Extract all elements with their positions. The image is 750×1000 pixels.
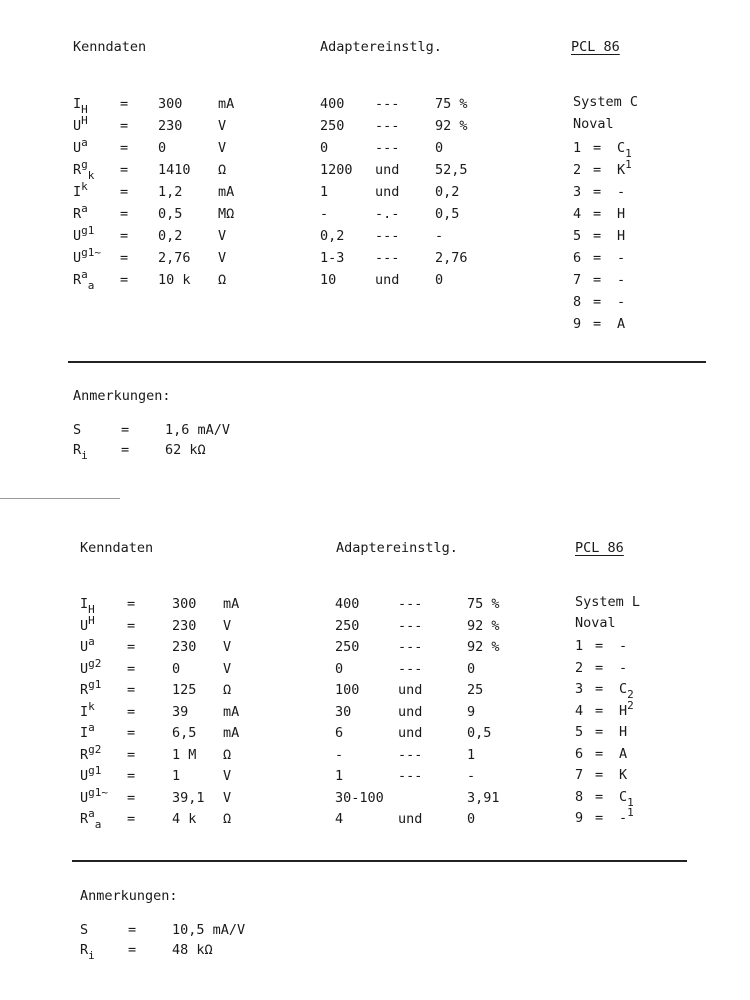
symbol-base: R: [80, 682, 89, 698]
symbol-subscript: H: [88, 603, 95, 616]
rating-value: 230: [172, 639, 197, 655]
rating-unit: V: [218, 250, 227, 266]
symbol: [619, 638, 627, 654]
symbol-base: H: [619, 702, 628, 719]
symbol-base: A: [619, 745, 628, 762]
symbol-subscript: 2: [627, 688, 634, 701]
symbol-base: R: [73, 162, 82, 178]
adapter-setting: 0,2: [320, 228, 345, 244]
symbol: [619, 746, 627, 762]
symbol-superscript: H: [81, 114, 88, 127]
symbol: [80, 807, 102, 831]
equals-sign: =: [593, 228, 602, 244]
rating-unit: V: [218, 140, 227, 156]
rating-value: 0: [158, 140, 167, 156]
equals-sign: =: [595, 659, 604, 676]
rating-value: 2,76: [158, 250, 191, 266]
symbol-base: A: [617, 316, 626, 332]
symbol-base: I: [73, 96, 82, 112]
adapter-setting: 400: [320, 96, 345, 112]
equals-sign: =: [595, 767, 604, 783]
adapter-connector: ---: [398, 768, 423, 784]
adapter-value: 0,5: [435, 206, 460, 222]
adapter-connector: ---: [375, 140, 400, 156]
rating-unit: mA: [218, 184, 235, 200]
symbol: [617, 206, 625, 222]
adapter-value: 0: [435, 140, 444, 156]
rating-unit: V: [223, 660, 232, 677]
adapter-connector: ---: [375, 118, 400, 134]
equals-sign: =: [127, 811, 136, 827]
pin-number: 1: [573, 140, 582, 156]
adapter-connector: und: [375, 162, 400, 178]
equals-sign: =: [120, 206, 129, 222]
adapter-setting: 0: [320, 140, 329, 156]
rating-unit: mA: [223, 725, 240, 741]
symbol-base: -: [619, 810, 628, 826]
note-value: 1,6 mA/V: [165, 422, 231, 438]
symbol: [619, 698, 634, 719]
symbol: [80, 742, 102, 763]
equals-sign: =: [120, 96, 129, 112]
symbol: [73, 422, 81, 438]
symbol-base: R: [80, 811, 89, 827]
rating-value: 4 k: [172, 811, 197, 827]
symbol-superscript: g1: [88, 678, 102, 691]
symbol: [80, 942, 95, 962]
rating-unit: V: [218, 228, 227, 244]
equals-sign: =: [120, 140, 129, 156]
symbol: [73, 114, 88, 134]
rating-unit: Ω: [223, 811, 232, 827]
adapter-value: 75 %: [467, 596, 500, 612]
symbol-base: I: [80, 725, 89, 741]
symbol: [73, 224, 95, 244]
adapter-value: 0,2: [435, 184, 460, 200]
adapter-setting: 10: [320, 272, 337, 288]
pin-number: 9: [575, 810, 584, 826]
pin-number: 3: [573, 184, 582, 200]
adapter-setting: -: [335, 746, 344, 763]
symbol: [80, 613, 95, 634]
symbol-base: R: [80, 746, 89, 763]
equals-sign: =: [127, 617, 136, 634]
symbol-base: S: [80, 922, 89, 938]
section-divider: [72, 860, 687, 862]
adapter-connector: und: [398, 682, 423, 698]
adapter-value: 92 %: [467, 639, 500, 655]
pin-number: 2: [575, 659, 584, 676]
equals-sign: =: [595, 788, 604, 805]
rating-unit: V: [223, 639, 232, 655]
symbol-base: R: [73, 442, 82, 458]
adapter-connector: und: [398, 725, 423, 741]
rating-unit: V: [223, 768, 232, 784]
adapter-value: 92 %: [467, 617, 500, 634]
rating-unit: Ω: [223, 746, 232, 763]
symbol-base: U: [80, 660, 89, 677]
symbol: [73, 136, 88, 156]
symbol: [619, 681, 634, 701]
symbol-superscript: a: [81, 136, 88, 149]
symbol: [73, 442, 88, 462]
adapter-value: 3,91: [467, 789, 500, 806]
system-label: System L: [575, 594, 641, 610]
symbol-base: -: [617, 294, 626, 310]
rating-value: 1 M: [172, 746, 197, 763]
tube-type-heading: PCL 86: [575, 540, 624, 556]
section-divider: [68, 361, 706, 363]
adapter-value: 25: [467, 682, 484, 698]
symbol: [73, 246, 102, 266]
equals-sign: =: [121, 422, 130, 438]
equals-sign: =: [593, 250, 602, 266]
pin-number: 7: [573, 272, 582, 288]
symbol-subscript: i: [81, 449, 88, 462]
equals-sign: =: [593, 316, 602, 332]
pin-number: 4: [573, 206, 582, 222]
symbol-superscript: g1~: [81, 246, 102, 259]
pin-number: 1: [575, 638, 584, 654]
symbol-base: I: [73, 184, 82, 200]
pin-number: 8: [573, 294, 582, 310]
symbol-base: R: [73, 206, 82, 222]
equals-sign: =: [128, 942, 137, 958]
symbol-subscript: i: [88, 949, 95, 962]
pin-number: 2: [573, 162, 582, 178]
symbol-superscript: g2: [88, 742, 102, 756]
base-label: Noval: [573, 116, 614, 132]
rating-unit: Ω: [223, 682, 232, 698]
symbol-base: U: [80, 789, 89, 806]
equals-sign: =: [593, 206, 602, 222]
kenndaten-heading: Kenndaten: [73, 39, 147, 55]
equals-sign: =: [595, 810, 604, 826]
rating-unit: Ω: [218, 162, 227, 178]
symbol-superscript: a: [81, 202, 88, 215]
note-value: 62 kΩ: [165, 442, 206, 458]
symbol-superscript: g2: [88, 656, 102, 670]
equals-sign: =: [595, 638, 604, 654]
symbol: [80, 922, 88, 938]
symbol: [80, 721, 95, 741]
adapter-setting: 250: [320, 118, 345, 134]
adapter-connector: und: [375, 184, 400, 200]
symbol-base: H: [617, 206, 626, 222]
adapter-value: 92 %: [435, 118, 468, 134]
symbol-superscript: g1: [81, 224, 95, 237]
adapter-heading: Adaptereinstlg.: [336, 540, 458, 556]
adapter-setting: 250: [335, 617, 360, 634]
equals-sign: =: [127, 725, 136, 741]
pin-number: 6: [573, 250, 582, 266]
symbol: [617, 184, 625, 200]
adapter-connector: ---: [375, 250, 400, 266]
adapter-connector: ---: [398, 639, 423, 655]
kenndaten-heading: Kenndaten: [80, 540, 154, 556]
symbol: [617, 158, 632, 178]
equals-sign: =: [595, 724, 604, 740]
adapter-connector: und: [398, 811, 423, 827]
symbol: [80, 656, 102, 677]
pin-number: 5: [575, 724, 584, 740]
symbol: [617, 228, 625, 244]
symbol: [617, 272, 625, 288]
symbol-base: C: [619, 681, 628, 697]
symbol: [80, 764, 102, 784]
symbol: [619, 724, 627, 740]
adapter-value: 2,76: [435, 250, 468, 266]
symbol: [80, 678, 102, 698]
symbol-base: U: [73, 250, 82, 266]
symbol-subscript: k: [87, 169, 95, 182]
rating-unit: mA: [223, 703, 240, 720]
pin-number: 3: [575, 681, 584, 697]
adapter-connector: ---: [398, 660, 423, 677]
symbol: [617, 140, 632, 160]
equals-sign: =: [127, 789, 136, 806]
notes-title: Anmerkungen:: [80, 888, 178, 904]
adapter-setting: 400: [335, 596, 360, 612]
adapter-connector: ---: [375, 228, 400, 244]
symbol-base: U: [73, 140, 82, 156]
adapter-setting: 30: [335, 703, 352, 720]
symbol-base: C: [617, 140, 626, 156]
adapter-setting: 1200: [320, 162, 353, 178]
symbol-subscript: a: [87, 279, 95, 292]
equals-sign: =: [120, 162, 129, 178]
equals-sign: =: [127, 639, 136, 655]
symbol-subscript: a: [94, 818, 102, 831]
rating-value: 39: [172, 703, 189, 720]
symbol: [73, 180, 88, 200]
adapter-connector: -.-: [375, 206, 400, 222]
rating-value: 230: [172, 617, 197, 634]
symbol: [617, 316, 625, 332]
symbol-base: -: [617, 272, 626, 288]
notes-title: Anmerkungen:: [73, 388, 171, 404]
rating-value: 0,2: [158, 228, 183, 244]
symbol: [73, 202, 88, 222]
symbol-base: -: [619, 659, 628, 676]
equals-sign: =: [595, 745, 604, 762]
adapter-connector: ---: [398, 746, 423, 763]
symbol-base: R: [73, 272, 82, 288]
symbol-superscript: k: [88, 699, 95, 713]
pin-number: 5: [573, 228, 582, 244]
symbol-base: -: [619, 638, 628, 654]
rating-value: 230: [158, 118, 183, 134]
adapter-value: 0: [435, 272, 444, 288]
pin-number: 4: [575, 702, 584, 719]
symbol: [73, 158, 95, 182]
symbol-base: K: [617, 162, 626, 178]
adapter-value: 9: [467, 703, 476, 720]
adapter-setting: 6: [335, 725, 344, 741]
equals-sign: =: [595, 702, 604, 719]
pin-number: 8: [575, 788, 584, 805]
symbol-base: H: [619, 724, 628, 740]
adapter-connector: ---: [398, 617, 423, 634]
symbol: [617, 294, 625, 310]
adapter-setting: 100: [335, 682, 360, 698]
rating-value: 125: [172, 682, 197, 698]
equals-sign: =: [120, 272, 129, 288]
equals-sign: =: [121, 442, 130, 458]
rating-unit: MΩ: [218, 206, 235, 222]
symbol-superscript: 2: [627, 698, 634, 712]
adapter-heading: Adaptereinstlg.: [320, 39, 442, 55]
symbol-superscript: g: [81, 158, 88, 171]
symbol-superscript: k: [81, 180, 88, 193]
equals-sign: =: [593, 140, 602, 156]
adapter-connector: und: [398, 703, 423, 720]
adapter-value: 0,5: [467, 725, 492, 741]
symbol-subscript: 1: [625, 147, 632, 160]
symbol-superscript: a: [88, 635, 95, 648]
note-value: 10,5 mA/V: [172, 922, 246, 938]
symbol-base: -: [617, 250, 626, 266]
equals-sign: =: [128, 922, 137, 938]
rating-value: 6,5: [172, 725, 197, 741]
symbol-base: S: [73, 422, 82, 438]
symbol: [619, 788, 634, 809]
equals-sign: =: [127, 746, 136, 763]
symbol: [80, 785, 109, 806]
adapter-setting: 30-100: [335, 789, 384, 806]
symbol-superscript: a: [88, 721, 95, 734]
symbol-base: U: [80, 617, 89, 634]
tube-type-heading: PCL 86: [571, 39, 620, 55]
base-label: Noval: [575, 615, 616, 631]
equals-sign: =: [127, 596, 136, 612]
symbol-superscript: H: [88, 613, 95, 627]
symbol-superscript: 1: [627, 806, 634, 819]
rating-value: 0,5: [158, 206, 183, 222]
symbol-superscript: 1: [625, 158, 632, 171]
rating-unit: V: [223, 617, 232, 634]
symbol-subscript: H: [81, 103, 88, 116]
symbol-base: -: [617, 184, 626, 200]
symbol-base: R: [80, 942, 89, 958]
page-separator: [0, 498, 120, 499]
symbol-subscript: 1: [627, 795, 634, 809]
rating-unit: V: [218, 118, 227, 134]
rating-unit: Ω: [218, 272, 227, 288]
equals-sign: =: [593, 272, 602, 288]
system-label: System C: [573, 94, 639, 110]
adapter-value: -: [467, 768, 476, 784]
equals-sign: =: [127, 682, 136, 698]
adapter-setting: 1: [335, 768, 344, 784]
symbol-base: K: [619, 767, 628, 783]
symbol-base: H: [617, 228, 626, 244]
adapter-connector: und: [375, 272, 400, 288]
symbol-base: U: [73, 228, 82, 244]
symbol: [617, 250, 625, 266]
adapter-value: 0: [467, 660, 476, 677]
adapter-value: -: [435, 228, 444, 244]
rating-value: 1410: [158, 162, 191, 178]
adapter-value: 0: [467, 811, 476, 827]
symbol: [619, 767, 627, 783]
symbol-base: C: [619, 788, 628, 805]
symbol-superscript: a: [88, 807, 95, 820]
rating-value: 1,2: [158, 184, 183, 200]
adapter-setting: 0: [335, 660, 344, 677]
adapter-value: 75 %: [435, 96, 468, 112]
symbol-superscript: g1~: [88, 785, 109, 799]
equals-sign: =: [595, 681, 604, 697]
equals-sign: =: [593, 294, 602, 310]
equals-sign: =: [127, 768, 136, 784]
pin-number: 7: [575, 767, 584, 783]
equals-sign: =: [120, 250, 129, 266]
equals-sign: =: [127, 703, 136, 720]
symbol: [80, 635, 95, 655]
symbol-base: I: [80, 596, 89, 612]
equals-sign: =: [593, 184, 602, 200]
symbol-superscript: a: [81, 268, 88, 281]
adapter-value: 1: [467, 746, 476, 763]
symbol-superscript: g1: [88, 764, 102, 777]
symbol-base: I: [80, 703, 89, 720]
symbol-base: U: [73, 118, 82, 134]
rating-value: 300: [172, 596, 197, 612]
rating-value: 1: [172, 768, 181, 784]
adapter-setting: -: [320, 206, 329, 222]
rating-unit: V: [223, 789, 232, 806]
symbol: [80, 699, 95, 720]
rating-unit: mA: [223, 596, 240, 612]
equals-sign: =: [120, 228, 129, 244]
equals-sign: =: [127, 660, 136, 677]
adapter-connector: ---: [398, 596, 423, 612]
symbol-base: U: [80, 639, 89, 655]
rating-value: 10 k: [158, 272, 191, 288]
symbol: [73, 96, 88, 116]
equals-sign: =: [593, 162, 602, 178]
equals-sign: =: [120, 184, 129, 200]
note-value: 48 kΩ: [172, 942, 213, 958]
symbol: [73, 268, 95, 292]
rating-unit: mA: [218, 96, 235, 112]
pin-number: 9: [573, 316, 582, 332]
equals-sign: =: [120, 118, 129, 134]
adapter-setting: 1-3: [320, 250, 345, 266]
symbol-base: U: [80, 768, 89, 784]
adapter-setting: 1: [320, 184, 329, 200]
adapter-value: 52,5: [435, 162, 468, 178]
adapter-connector: ---: [375, 96, 400, 112]
pin-number: 6: [575, 745, 584, 762]
symbol: [619, 806, 634, 826]
rating-value: 300: [158, 96, 183, 112]
rating-value: 39,1: [172, 789, 205, 806]
symbol: [619, 660, 627, 676]
adapter-setting: 4: [335, 811, 344, 827]
rating-value: 0: [172, 660, 181, 677]
adapter-setting: 250: [335, 639, 360, 655]
symbol: [80, 596, 95, 616]
